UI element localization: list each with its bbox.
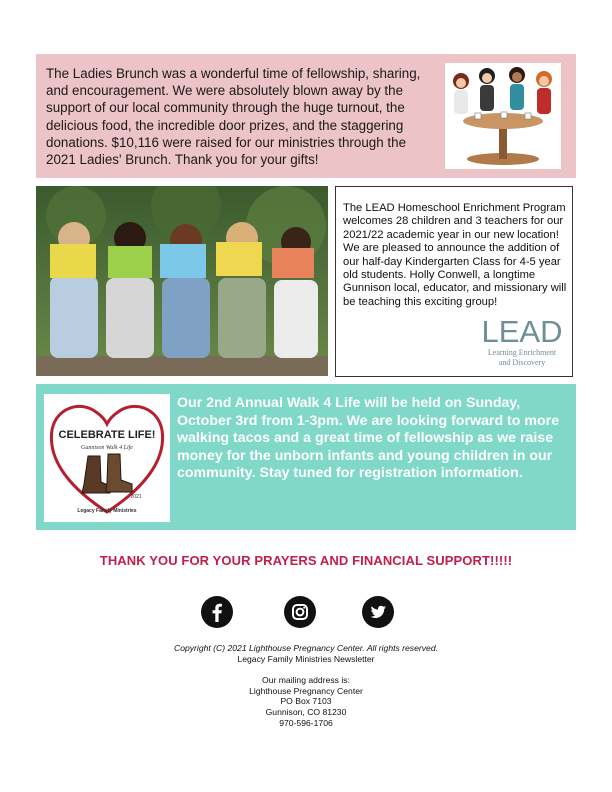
mailing-po-box: PO Box 7103 [280,696,332,707]
mailing-city: Gunnison, CO 81230 [265,706,347,717]
twitter-icon[interactable] [362,596,394,628]
svg-text:and Discovery: and Discovery [498,358,546,367]
svg-text:Legacy Family Ministries: Legacy Family Ministries [77,508,137,514]
newsletter-name: Legacy Family Ministries Newsletter [237,653,375,664]
svg-text:2021: 2021 [130,494,142,500]
ladies-brunch-illustration [445,63,561,169]
copyright-text: Copyright (C) 2021 Lighthouse Pregnancy Center. All rights reserved. [174,643,438,653]
facebook-icon[interactable] [201,596,233,628]
mailing-org: Lighthouse Pregnancy Center [249,685,363,696]
walk-4-life-text: Our 2nd Annual Walk 4 Life will be held on Sunday, October 3rd from 1-3pm. We are looking forward to more walking tacos and a great time of fellowship as we raise money for the unborn infants and young children in our community. Stay tuned for registration information. [177,395,560,482]
svg-text:CELEBRATE LIFE!: CELEBRATE LIFE! [58,429,156,441]
kids-reading-photo [36,186,328,376]
walk-4-life-section [36,384,576,530]
lead-program-text: The LEAD Homeschool Enrichment Program welcomes 28 children and 3 teachers for our 2021/22 academic year in our new location! We are pleased to announce the addition of our half-day Kindergarten Class for 4-5 year old students. Holly Conwell, a longtime Gunnison local, educator, and missionary will be teaching this exciting group! [343,202,567,308]
mailing-phone: 970-596-1706 [279,717,333,728]
thank-you-banner: THANK YOU FOR YOUR PRAYERS AND FINANCIAL SUPPORT!!!!! [99,553,513,568]
instagram-icon[interactable] [284,596,316,628]
ladies-brunch-section [36,54,576,178]
mailing-label: Our mailing address is: [262,675,350,686]
svg-text:Gunnison Walk 4 Life: Gunnison Walk 4 Life [81,445,133,451]
footer [0,643,612,728]
svg-text:LEAD: LEAD [481,314,563,349]
ladies-brunch-text: The Ladies Brunch was a wonderful time of fellowship, sharing, and encouragement. We were absolutely blown away by the support of our local community through the huge turnout, the delicious food, the incredible door prizes, and the staggering donations. $10,116 were raised for our ministries through the 2021 Ladies' Brunch. Thank you for your gifts! [46,66,421,168]
celebrate-life-logo [44,394,170,522]
lead-program-box [335,186,573,377]
svg-text:Learning Enrichment: Learning Enrichment [487,348,557,357]
lead-logo [476,314,568,370]
